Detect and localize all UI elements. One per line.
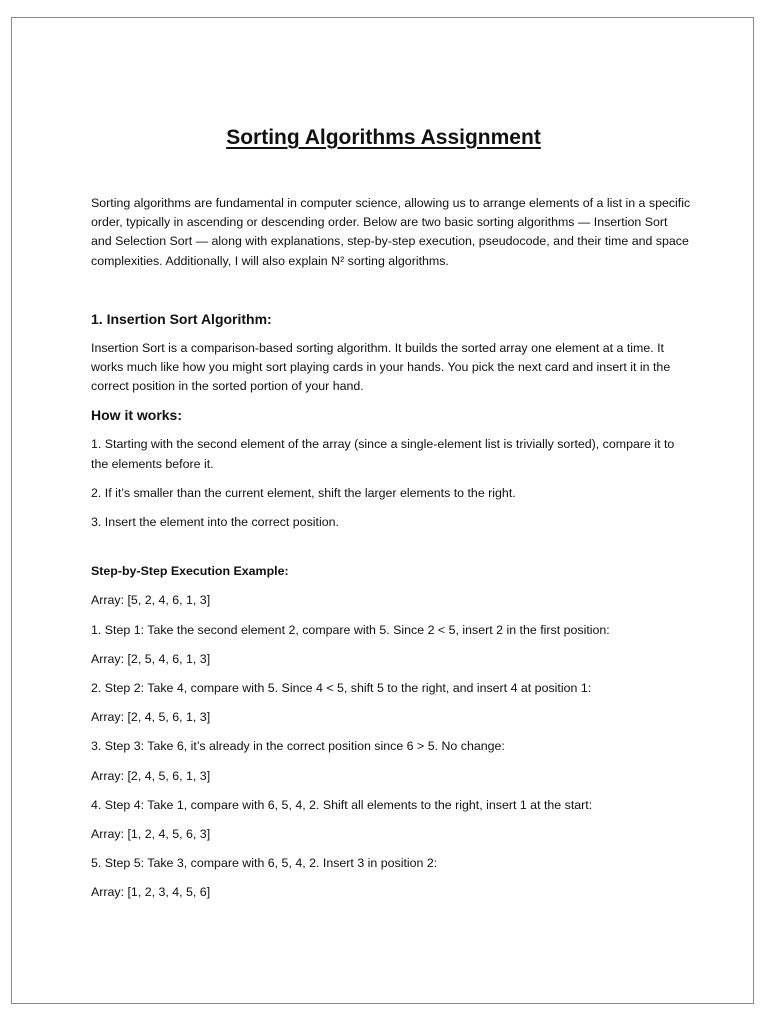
example-line: Array: [5, 2, 4, 6, 1, 3] [91,593,211,608]
example-line: 5. Step 5: Take 3, compare with 6, 5, 4, 2. Insert 3 in position 2: [91,856,438,871]
example-line: Array: [1, 2, 3, 4, 5, 6] [91,885,211,900]
how-step-2: 2. If it’s smaller than the current element, shift the larger elements to the right. [91,485,516,500]
insertion-sort-description: Insertion Sort is a comparison-based sorting algorithm. It builds the sorted array one element at a time. It works much like how you might sort playing cards in your hands. You pick the next card and insert it in the correct position in the sorted portion of your hand. [91,340,671,394]
example-line: 4. Step 4: Take 1, compare with 6, 5, 4, 2. Shift all elements to the right, insert 1 at the start: [91,797,593,812]
example-line: 2. Step 2: Take 4, compare with 5. Since 4 < 5, shift 5 to the right, and insert 4 at position 1: [91,681,592,696]
how-step-3: 3. Insert the element into the correct position. [91,515,339,530]
how-step-1: 1. Starting with the second element of the array (since a single-element list is trivially sorted), compare it to the elements before it. [91,437,675,471]
section-heading-insertion-sort: 1. Insertion Sort Algorithm: [91,310,272,327]
example-line: Array: [2, 4, 5, 6, 1, 3] [91,768,211,783]
document-body [91,194,691,913]
how-it-works-heading: How it works: [91,407,183,424]
document-page [11,17,754,1004]
execution-example-heading: Step-by-Step Execution Example: [91,564,289,579]
intro-paragraph: Sorting algorithms are fundamental in computer science, allowing us to arrange elements of a list in a specific order, typically in ascending or descending order. Below are two basic sorting algorithms — Insertion Sort and Selection Sort — along with explanations, step-by-step execution, pseudocode, and their time and space complexities. Additionally, I will also explain N² sorting algorithms. [91,196,691,268]
example-line: 1. Step 1: Take the second element 2, compare with 5. Since 2 < 5, insert 2 in the first position: [91,622,610,637]
example-line: Array: [2, 5, 4, 6, 1, 3] [91,651,211,666]
example-line: Array: [2, 4, 5, 6, 1, 3] [91,710,211,725]
example-line: 3. Step 3: Take 6, it’s already in the correct position since 6 > 5. No change: [91,739,505,754]
example-line: Array: [1, 2, 4, 5, 6, 3] [91,827,211,842]
document-title: Sorting Algorithms Assignment [226,126,541,149]
